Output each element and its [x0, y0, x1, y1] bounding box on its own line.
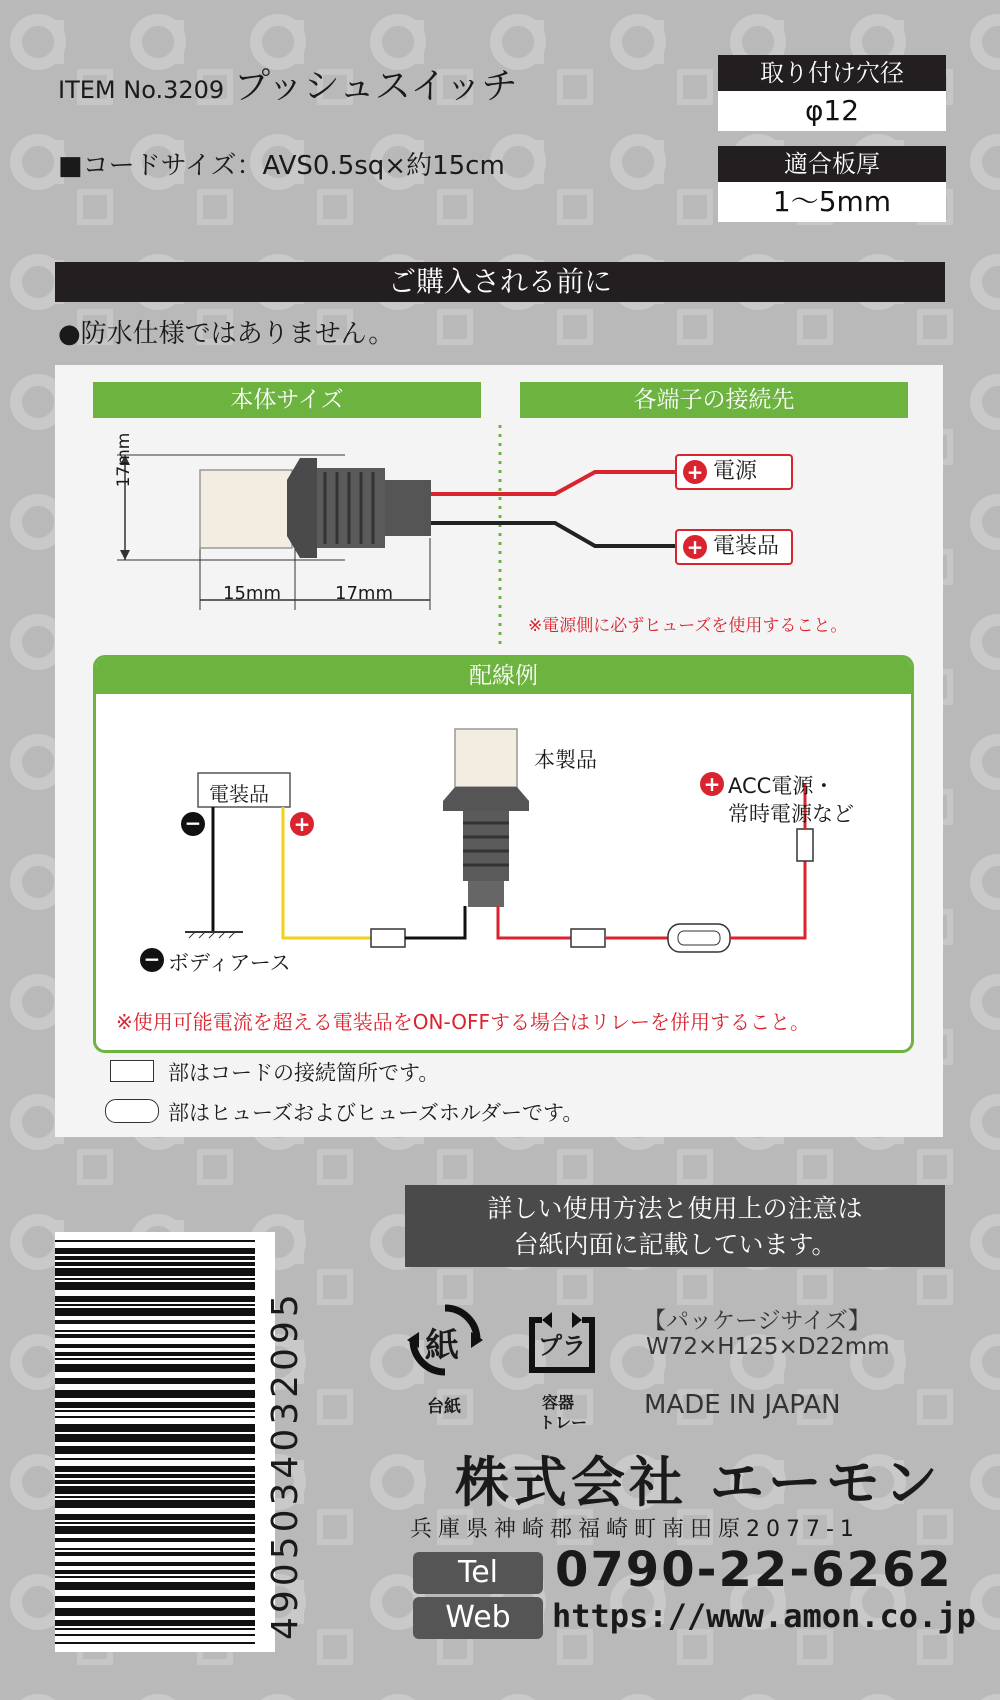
connector-legend-text: 部はコードの接続箇所です。: [168, 1061, 440, 1085]
minus-icon: −: [181, 812, 205, 836]
plus-icon: +: [683, 460, 707, 484]
company-address: 兵庫県神崎郡福崎町南田原2077-1: [410, 1517, 860, 1542]
tel-number: 0790-22-6262: [555, 1542, 953, 1598]
manual-notice: [405, 1185, 945, 1267]
item-title: [58, 58, 518, 109]
body-earth-label: ボディアース: [168, 951, 291, 975]
wiring-heading: 配線例: [96, 658, 911, 694]
fuse-legend-icon: [105, 1099, 159, 1123]
plastic-glyph: プラ: [538, 1332, 586, 1360]
hole-diameter-label: 取り付け穴径: [718, 55, 946, 91]
plastic-label-1: 容器: [542, 1393, 575, 1412]
relay-note: ※使用可能電流を超える電装品をON-OFFする場合はリレーを併用すること。: [116, 1010, 810, 1034]
terminals-heading: 各端子の接続先: [520, 382, 908, 418]
plus-icon: +: [700, 772, 724, 796]
package-size-value: W72×H125×D22mm: [646, 1334, 890, 1360]
website-url: https://www.amon.co.jp: [552, 1597, 976, 1635]
notice-line-2: 台紙内面に記載しています。: [513, 1230, 837, 1259]
waterproof-note: ●防水仕様ではありません。: [58, 319, 395, 349]
barcode-number: 4905034032095: [265, 1290, 306, 1640]
plus-icon: +: [683, 535, 707, 559]
height-dimension: 17mm: [114, 432, 134, 488]
notice-line-1: 詳しい使用方法と使用上の注意は: [487, 1194, 863, 1223]
tel-label: Tel: [413, 1552, 543, 1594]
plate-thickness-label: 適合板厚: [718, 146, 946, 182]
acc-power-label-1: ACC電源・: [728, 774, 835, 798]
plastic-label-2: トレー: [539, 1413, 588, 1432]
body-width-dimension: 17mm: [335, 583, 393, 604]
wiring-diagram: [93, 691, 908, 991]
acc-power-label-2: 常時電源など: [728, 802, 854, 826]
hole-diameter-value: φ12: [718, 91, 946, 131]
device-terminal-tag: [675, 529, 793, 565]
plus-icon: +: [290, 812, 314, 836]
fuse-note: ※電源側に必ずヒューズを使用すること。: [528, 616, 848, 636]
company-name: 株式会社 エーモン: [455, 1451, 942, 1514]
package-size-label: 【パッケージサイズ】: [643, 1308, 871, 1334]
body-size-heading: 本体サイズ: [93, 382, 481, 418]
plate-thickness-value: 1〜5mm: [718, 182, 946, 222]
minus-icon: −: [140, 948, 164, 972]
wiring-device-label: 電装品: [209, 782, 269, 806]
product-label: 本製品: [534, 748, 597, 772]
power-terminal-tag: [675, 454, 793, 490]
paper-label: 台紙: [427, 1397, 461, 1417]
connector-legend-icon: [110, 1060, 154, 1082]
web-label: Web: [413, 1597, 543, 1639]
cord-size: ■コードサイズ：AVS0.5sq×約15cm: [58, 151, 505, 181]
fuse-legend-text: 部はヒューズおよびヒューズホルダーです。: [168, 1101, 584, 1125]
product-name: プッシュスイッチ: [234, 66, 518, 107]
before-purchase-heading: ご購入される前に: [55, 262, 945, 302]
item-number: ITEM No.3209: [58, 76, 225, 104]
power-label: 電源: [713, 459, 758, 484]
made-in-japan: MADE IN JAPAN: [644, 1390, 841, 1420]
paper-glyph: 紙: [425, 1326, 459, 1366]
cap-width-dimension: 15mm: [223, 583, 281, 604]
device-label: 電装品: [713, 534, 780, 559]
